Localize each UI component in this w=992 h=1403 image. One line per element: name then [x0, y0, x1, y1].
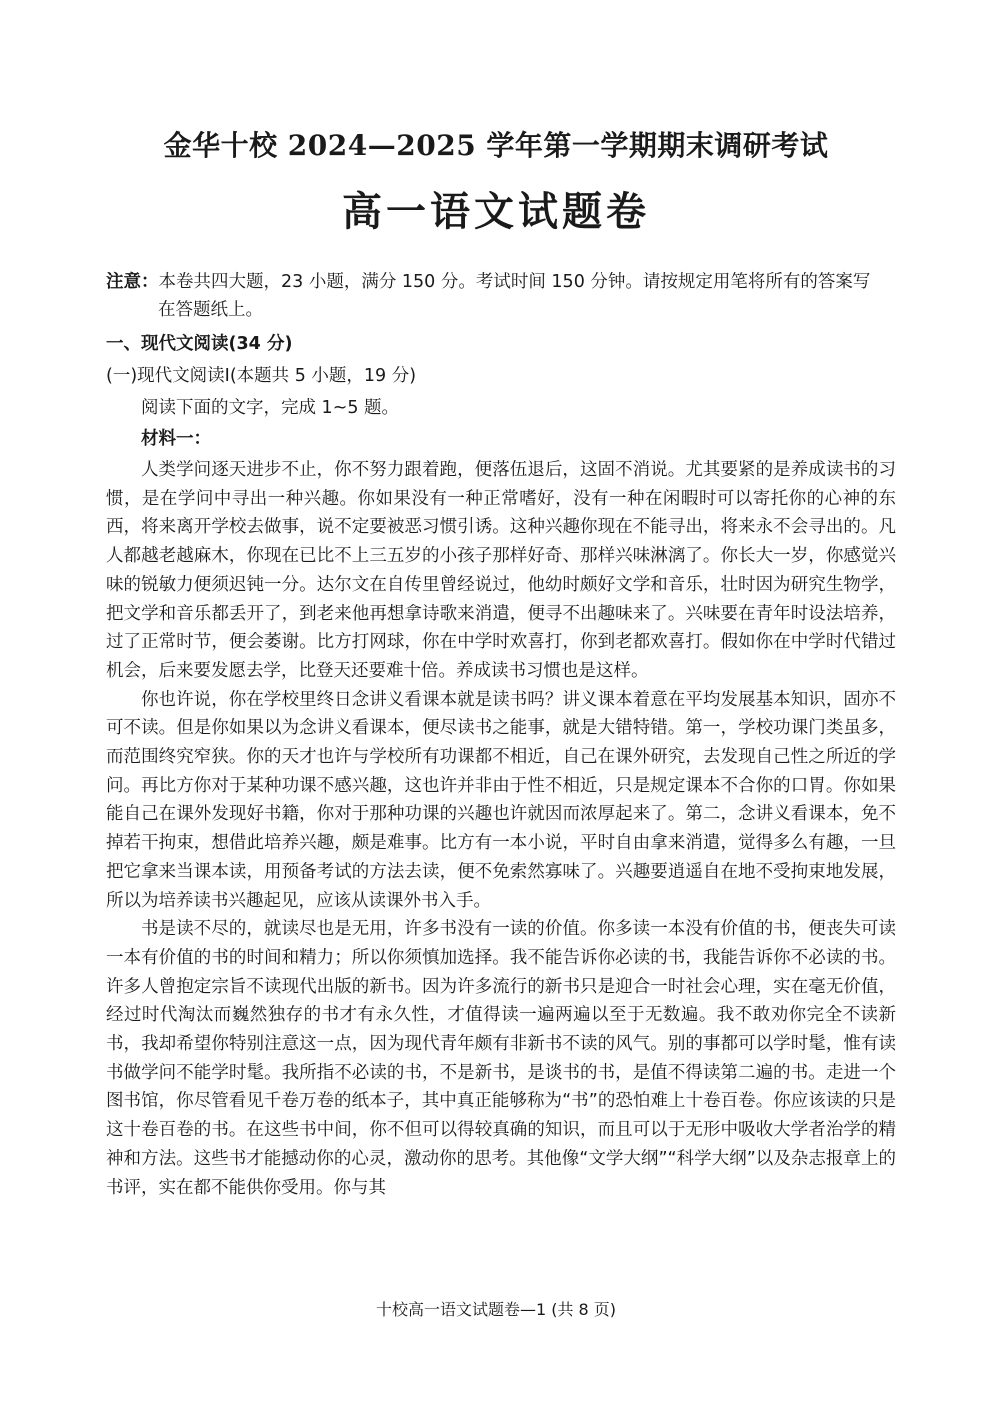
reading-passage: [106, 456, 896, 1202]
passage-paragraph: 人类学问逐天进步不止，你不努力跟着跑，便落伍退后，这固不消说。尤其要紧的是养成读书的习惯，是在学问中寻出一种兴趣。你如果没有一种正常嗜好，没有一种在闲暇时可以寄托你的心神的东西，将来离开学校去做事，说不定要被恶习惯引诱。这种兴趣你现在不能寻出，将来永不会寻出的。凡人都越老越麻木，你现在已比不上三五岁的小孩子那样好奇、那样兴味淋漓了。你长大一岁，你感觉兴味的锐敏力便须迟钝一分。达尔文在自传里曾经说过，他幼时颇好文学和音乐，壮时因为研究生物学，把文学和音乐都丢开了，到老来他再想拿诗歌来消遣，便寻不出趣味来了。兴味要在青年时设法培养，过了正常时节，便会萎谢。比方打网球，你在中学时欢喜打，你到老都欢喜打。假如你在中学时代错过机会，后来要发愿去学，比登天还要难十倍。养成读书习惯也是这样。: [106, 460, 896, 681]
notice-label: 注意：: [106, 272, 159, 292]
exam-title: 金华十校 2024—2025 学年第一学期期末调研考试: [163, 129, 829, 162]
passage-paragraph: 你也许说，你在学校里终日念讲义看课本就是读书吗？讲义课本着意在平均发展基本知识，固亦不可不读。但是你如果以为念讲义看课本，便尽读书之能事，就是大错特错。第一，学校功课门类虽多，而范围终究窄狭。你的天才也许与学校所有功课都不相近，自己在课外研究，去发现自己性之所近的学问。再比方你对于某种功课不感兴趣，这也许并非由于性不相近，只是规定课本不合你的口胃。你如果能自己在课外发现好书籍，你对于那种功课的兴趣也许就因而浓厚起来了。第二，念讲义看课本，免不掉若干拘束，想借此培养兴趣，颇是难事。比方有一本小说，平时自由拿来消遣，觉得多么有趣，一旦把它拿来当课本读，用预备考试的方法去读，便不免索然寡味了。兴趣要逍遥自在地不受拘束地发展，所以为培养读书兴趣起见，应该从读课外书入手。: [106, 689, 896, 911]
material-label: 材料一：: [141, 429, 211, 449]
reading-instruction: 阅读下面的文字，完成 1~5 题。: [141, 398, 400, 418]
page-footer: 十校高一语文试题卷—1 (共 8 页): [375, 1300, 617, 1319]
notice-text-cont: 在答题纸上。: [158, 300, 263, 320]
notice-text: 本卷共四大题，23 小题，满分 150 分。考试时间 150 分钟。请按规定用笔将所有的答案写: [158, 272, 871, 292]
notice: [106, 268, 896, 324]
section-heading: 一、现代文阅读(34 分): [106, 334, 293, 354]
passage-paragraph: 书是读不尽的，就读尽也是无用，许多书没有一读的价值。你多读一本没有价值的书，便丧失可读一本有价值的书的时间和精力；所以你须慎加选择。我不能告诉你必读的书，我能告诉你不必读的书。许多人曾抱定宗旨不读现代出版的新书。因为许多流行的新书只是迎合一时社会心理，实在毫无价值，经过时代淘汰而巍然独存的书才有永久性，才值得读一遍两遍以至于无数遍。我不敢劝你完全不读新书，我却希望你特别注意这一点，因为现代青年颇有非新书不读的风气。别的事都可以学时髦，惟有读书做学问不能学时髦。我所指不必读的书，不是新书，是谈书的书，是值不得读第二遍的书。走进一个图书馆，你尽管看见千卷万卷的纸本子，其中真正能够称为“书”的恐怕难上十卷百卷。你应该读的只是这十卷百卷的书。在这些书中间，你不但可以得较真确的知识，而且可以于无形中吸收大学者治学的精神和方法。这些书才能撼动你的心灵，激动你的思考。其他像“文学大纲”“科学大纲”以及杂志报章上的书评，实在都不能供你受用。你与其: [106, 919, 896, 1198]
paper-title: 高一语文试题卷: [342, 188, 650, 235]
sub-section-heading: (一)现代文阅读Ⅰ(本题共 5 小题，19 分): [106, 366, 417, 386]
